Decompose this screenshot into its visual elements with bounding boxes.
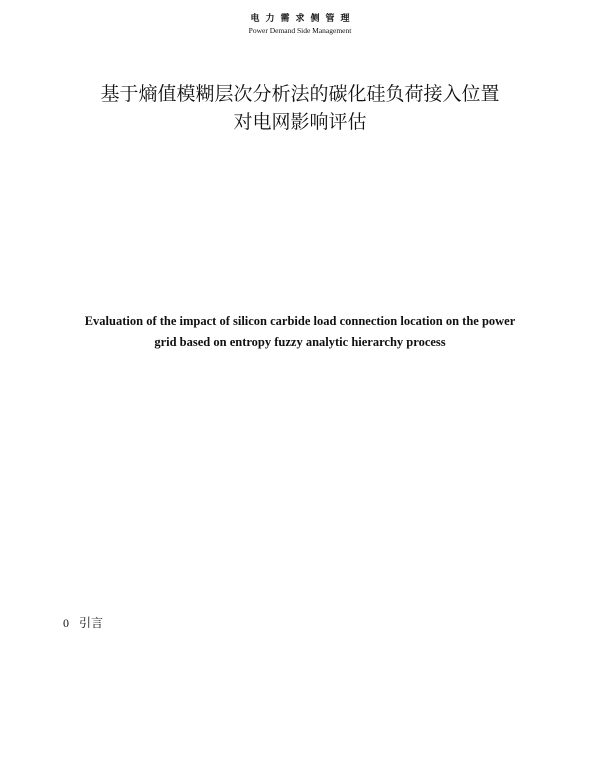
paper-title-en-line1: Evaluation of the impact of silicon carbide load connection location on the power (84, 314, 516, 328)
journal-name-en: Power Demand Side Management (248, 26, 352, 35)
journal-header (0, 13, 600, 36)
section-number: 0 (63, 616, 69, 630)
section-title: 引言 (79, 616, 104, 630)
paper-title-cn (0, 80, 600, 136)
section-heading-introduction (63, 615, 103, 631)
paper-title-cn-line1: 基于熵值模糊层次分析法的碳化硅负荷接入位置 (100, 83, 500, 105)
journal-name-cn: 电力需求侧管理 (250, 14, 356, 24)
paper-title-en (0, 311, 600, 353)
paper-title-en-line2: grid based on entropy fuzzy analytic hierarchy process (154, 335, 446, 349)
paper-title-cn-line2: 对电网影响评估 (233, 111, 367, 133)
